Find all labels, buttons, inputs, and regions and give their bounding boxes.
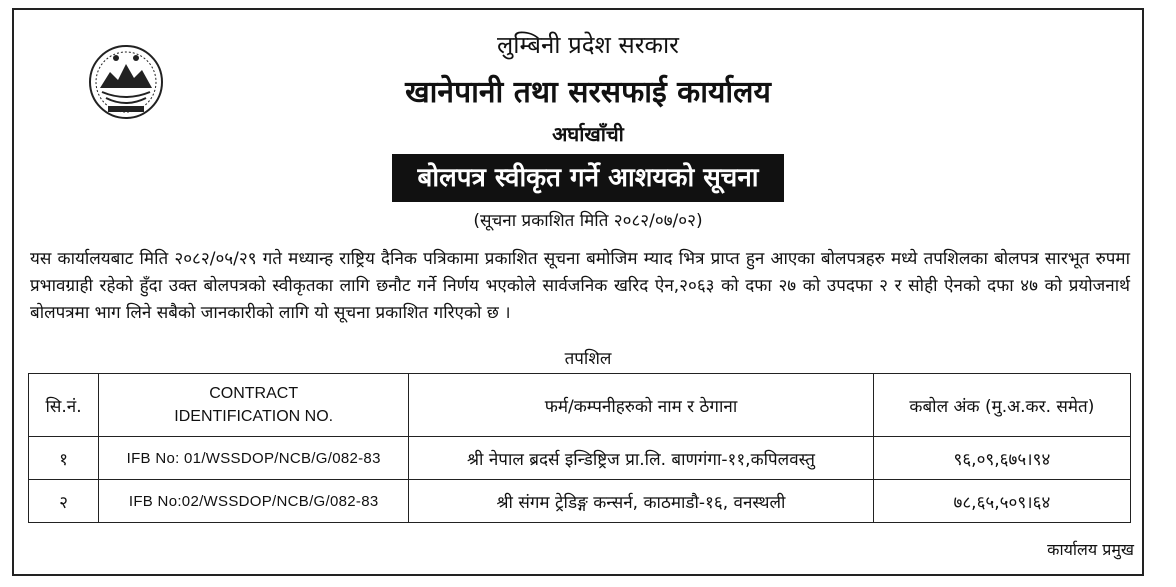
header-contract-line2: IDENTIFICATION NO. — [174, 408, 334, 425]
publication-date: (सूचना प्रकाशित मिति २०८२/०७/०२) — [473, 211, 703, 231]
row-sn: २ — [29, 480, 99, 523]
signature-label: कार्यालय प्रमुख — [1047, 540, 1134, 559]
table-row — [29, 437, 1131, 480]
row-contract-id: IFB No:02/WSSDOP/NCB/G/082-83 — [99, 480, 409, 523]
row-sn: १ — [29, 437, 99, 480]
notice-paragraph: यस कार्यालयबाट मिति २०८२/०५/२९ गते मध्यान्ह राष्ट्रिय दैनिक पत्रिकामा प्रकाशित सूचना बमोजिम म्याद भित्र प्राप्त हुन आएका बोलपत्रहरु मध्ये तपशिलका बोलपत्र सारभूत रुपमा प्रभावग्राही रहेको हुँदा उक्त बोलपत्रको स्वीकृतका लागि छनौट गर्ने निर्णय भएकोले सार्वजनिक खरिद ऐन,२०६३ को दफा २७ को उपदफा २ र सोही ऐनको दफा ४७ को प्रयोजनार्थ बोलपत्रमा भाग लिने सबैको जानकारीको लागि यो सूचना प्रकाशित गरिएको छ । — [30, 249, 1130, 323]
schedule-label: तपशिल — [564, 349, 612, 369]
header-sn: सि.नं. — [29, 374, 99, 437]
notice-title: बोलपत्र स्वीकृत गर्ने आशयको सूचना — [392, 154, 785, 202]
header-amount: कबोल अंक (मु.अ.कर. समेत) — [873, 374, 1130, 437]
row-firm: श्री संगम ट्रेडिङ्ग कन्सर्न, काठमाडौ-१६, वनस्थली — [409, 480, 874, 523]
header-firm: फर्म/कम्पनीहरुको नाम र ठेगाना — [409, 374, 874, 437]
row-amount: ९६,०९,६७५।९४ — [873, 437, 1130, 480]
table-header-row — [29, 374, 1131, 437]
header-contract-line1: CONTRACT — [209, 385, 299, 402]
row-amount: ७८,६५,५०९।६४ — [873, 480, 1130, 523]
table-row — [29, 480, 1131, 523]
district-name: अर्घाखाँची — [552, 122, 624, 146]
contracts-table — [28, 373, 1131, 523]
header-contract-id — [99, 374, 409, 437]
row-firm: श्री नेपाल ब्रदर्स इन्डिष्ट्रिज प्रा.लि. बाणगंगा-११,कपिलवस्तु — [409, 437, 874, 480]
government-name: लुम्बिनी प्रदेश सरकार — [496, 31, 679, 59]
notice-title-wrapper — [0, 154, 1176, 202]
row-contract-id: IFB No: 01/WSSDOP/NCB/G/082-83 — [99, 437, 409, 480]
office-name: खानेपानी तथा सरसफाई कार्यालय — [405, 75, 771, 110]
